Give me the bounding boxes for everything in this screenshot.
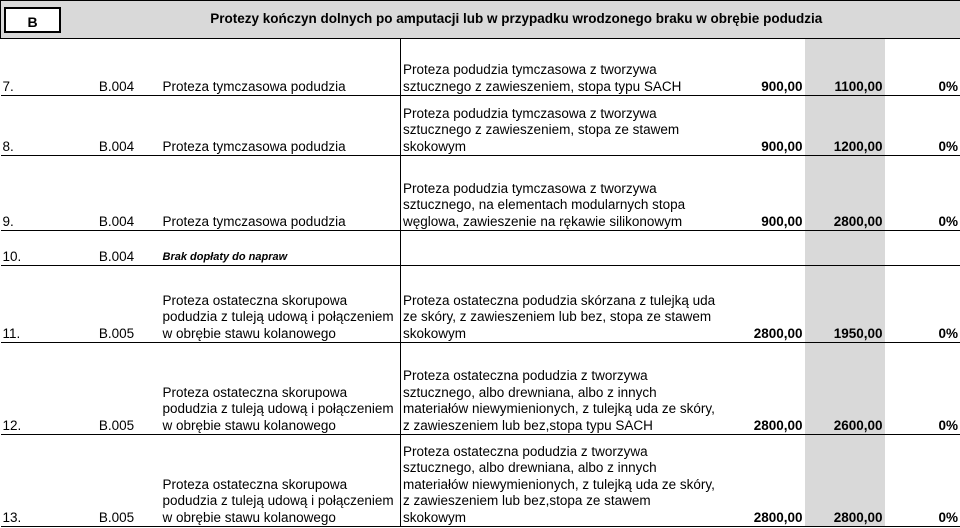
row-number: 10. [1, 231, 73, 266]
row-name: Proteza tymczasowa podudzia [161, 156, 401, 231]
row-percent-empty [885, 231, 960, 266]
row-price-limit: 2800,00 [719, 343, 805, 435]
table-row[interactable] [1, 39, 960, 96]
row-description-empty [401, 231, 719, 266]
row-price-limit-empty [719, 231, 805, 266]
row-number: 8. [1, 96, 73, 156]
row-description: Proteza ostateczna podudzia z tworzywa sztucznego, albo drewniana, albo z innych materiałów niewymienionych, z tulejką uda ze skóry, z zawieszeniem lub bez,stopa ze stawem skokowym [401, 435, 719, 527]
row-price-amount: 2800,00 [805, 156, 885, 231]
row-name: Proteza tymczasowa podudzia [161, 96, 401, 156]
table-row[interactable] [1, 231, 960, 266]
row-percent: 0% [885, 343, 960, 435]
section-code-box: B [4, 7, 61, 33]
section-code-cell [1, 1, 73, 39]
row-price-amount-empty [805, 231, 885, 266]
row-price-amount: 1950,00 [805, 266, 885, 343]
row-description: Proteza podudzia tymczasowa z tworzywa sztucznego z zawieszeniem, stopa ze stawem skokowym [401, 96, 719, 156]
row-price-limit: 900,00 [719, 39, 805, 96]
row-number: 13. [1, 435, 73, 527]
row-name: Proteza ostateczna skorupowa podudzia z tuleją udową i połączeniem w obrębie stawu kolanowego [161, 266, 401, 343]
row-percent: 0% [885, 435, 960, 527]
row-description: Proteza ostateczna podudzia z tworzywa sztucznego, albo drewniana, albo z innych materiałów niewymienionych, z tulejką uda ze skóry, z zawieszeniem lub bez,stopa typu SACH [401, 343, 719, 435]
row-price-amount: 2800,00 [805, 435, 885, 527]
row-number: 7. [1, 39, 73, 96]
row-percent: 0% [885, 156, 960, 231]
row-percent: 0% [885, 39, 960, 96]
section-title: Protezy kończyn dolnych po amputacji lub w przypadku wrodzonego braku w obrębie podudzia [73, 1, 960, 39]
row-price-amount: 1100,00 [805, 39, 885, 96]
row-code: B.004 [73, 156, 161, 231]
row-number: 9. [1, 156, 73, 231]
table-row[interactable] [1, 266, 960, 343]
row-code: B.005 [73, 343, 161, 435]
table-row[interactable] [1, 435, 960, 527]
row-number: 11. [1, 266, 73, 343]
row-percent: 0% [885, 266, 960, 343]
row-note: Brak dopłaty do napraw [161, 231, 401, 266]
header-row [1, 1, 960, 39]
row-price-limit: 900,00 [719, 156, 805, 231]
row-code: B.004 [73, 39, 161, 96]
row-description: Proteza podudzia tymczasowa z tworzywa sztucznego, na elementach modularnych stopa węglowa, zawieszenie na rękawie silikonowym [401, 156, 719, 231]
row-price-amount: 2600,00 [805, 343, 885, 435]
row-name: Proteza ostateczna skorupowa podudzia z tuleją udową i połączeniem w obrębie stawu kolanowego [161, 435, 401, 527]
row-name: Proteza tymczasowa podudzia [161, 39, 401, 96]
row-price-limit: 2800,00 [719, 266, 805, 343]
table-row[interactable] [1, 343, 960, 435]
row-price-amount: 1200,00 [805, 96, 885, 156]
row-description: Proteza podudzia tymczasowa z tworzywa sztucznego z zawieszeniem, stopa typu SACH [401, 39, 719, 96]
row-percent: 0% [885, 96, 960, 156]
row-price-limit: 900,00 [719, 96, 805, 156]
row-code: B.004 [73, 231, 161, 266]
row-code: B.004 [73, 96, 161, 156]
row-code: B.005 [73, 266, 161, 343]
row-description: Proteza ostateczna podudzia skórzana z tulejką uda ze skóry, z zawieszeniem lub bez, stopa ze stawem skokowym [401, 266, 719, 343]
row-price-limit: 2800,00 [719, 435, 805, 527]
row-number: 12. [1, 343, 73, 435]
table-row[interactable] [1, 96, 960, 156]
row-name: Proteza ostateczna skorupowa podudzia z tuleją udową i połączeniem w obrębie stawu kolanowego [161, 343, 401, 435]
row-code: B.005 [73, 435, 161, 527]
table-row[interactable] [1, 156, 960, 231]
